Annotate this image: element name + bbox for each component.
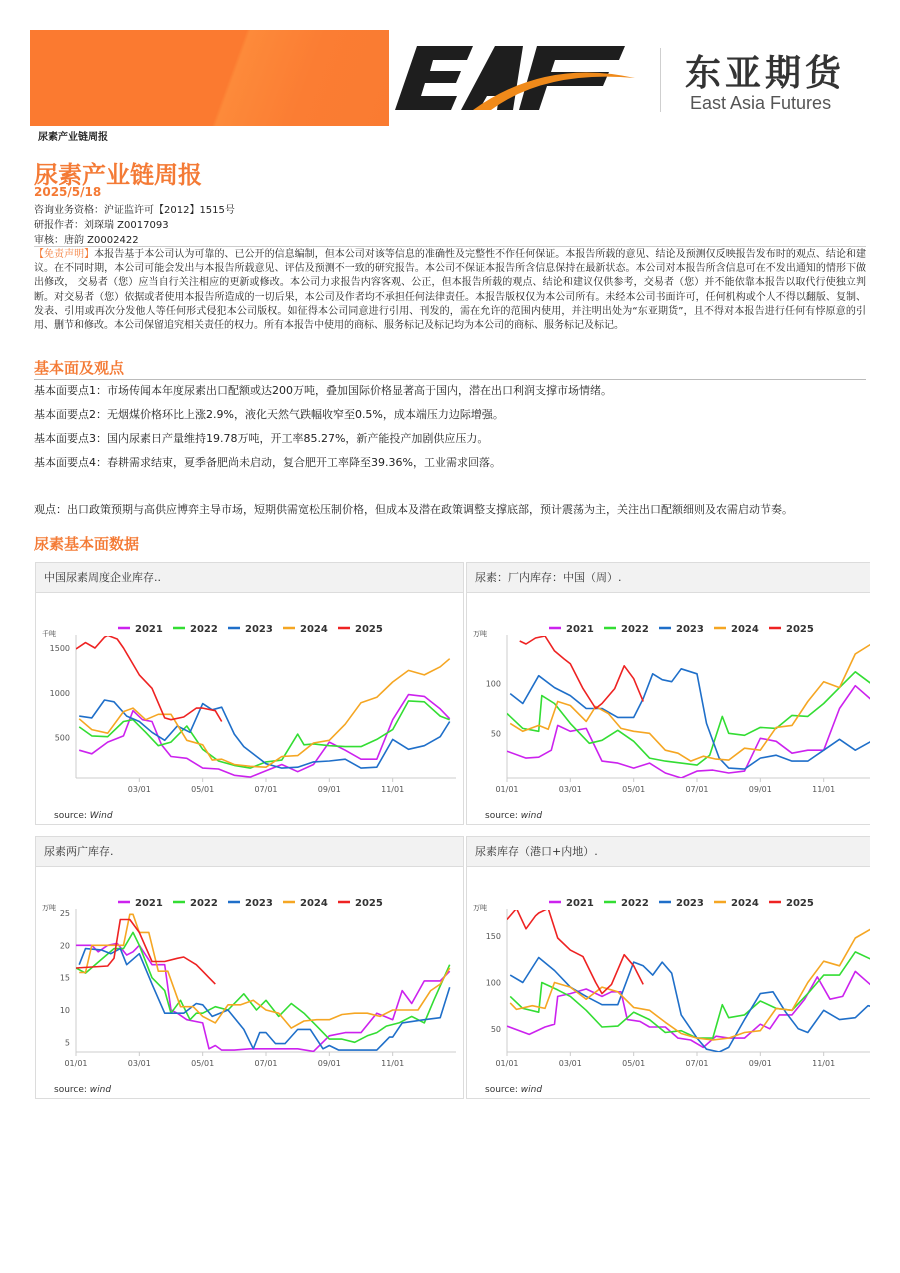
y-tick-label: 50 [490, 729, 501, 739]
report-date: 2025/5/18 [34, 185, 102, 199]
x-tick-label: 05/01 [622, 785, 646, 794]
chart-title: 尿素：厂内库存：中国（周）. [467, 563, 894, 593]
legend-item-2024[interactable] [283, 898, 328, 909]
legend-item-2022[interactable] [604, 898, 649, 909]
chart-title: 尿素库存（港口+内地）. [467, 837, 894, 867]
chart-source: source: wind [54, 1085, 112, 1095]
x-tick-label: 07/01 [685, 785, 709, 794]
x-tick-label: 09/01 [748, 785, 772, 794]
legend-label: 2024 [300, 898, 328, 909]
y-axis-unit: 万吨 [42, 904, 56, 912]
legend-item-2022[interactable] [173, 898, 218, 909]
series-line-2022 [79, 701, 450, 768]
legend-label: 2023 [676, 624, 704, 635]
legend-item-2025[interactable] [769, 624, 814, 635]
y-tick-label: 500 [54, 733, 70, 743]
y-axis-unit: 万吨 [473, 904, 487, 912]
reviewer: 审核：唐韵 Z0002422 [34, 235, 139, 246]
legend-item-2025[interactable] [769, 898, 814, 909]
x-tick-label: 11/01 [381, 1059, 405, 1068]
legend-label: 2023 [676, 898, 704, 909]
line-chart [36, 868, 465, 1100]
x-tick-label: 11/01 [812, 1059, 836, 1068]
x-tick-label: 03/01 [127, 1059, 151, 1068]
x-tick-label: 11/01 [812, 785, 836, 794]
chart-source: source: wind [485, 811, 543, 821]
x-tick-label: 07/01 [685, 1059, 709, 1068]
legend-label: 2021 [566, 898, 594, 909]
legend-label: 2022 [190, 898, 218, 909]
y-tick-label: 150 [485, 932, 501, 942]
legend-label: 2021 [135, 624, 163, 635]
y-tick-label: 15 [59, 973, 70, 983]
fundamental-point-3: 基本面要点3：国内尿素日产量维持19.78万吨，开工率85.27%，新产能投产加剧供应压力。 [34, 432, 489, 445]
y-tick-label: 1000 [49, 688, 70, 698]
chart-panel-port-inland-inventory [466, 836, 895, 1099]
legend-label: 2022 [621, 624, 649, 635]
series-line-2025 [507, 908, 643, 993]
chart-title: 中国尿素周度企业库存.. [36, 563, 463, 593]
y-tick-label: 50 [490, 1024, 501, 1034]
qualification: 咨询业务资格：沪证监许可【2012】1515号 [34, 205, 235, 216]
x-tick-label: 11/01 [381, 785, 405, 794]
y-axis-unit: 万吨 [473, 630, 487, 638]
legend-label: 2022 [190, 624, 218, 635]
market-view: 观点：出口政策预期与高供应博弈主导市场，短期供需宽松压制价格，但成本及潜在政策调整支撑底部，预计震荡为主，关注出口配额细则及农需启动节奏。 [34, 503, 793, 516]
legend-item-2023[interactable] [228, 624, 273, 635]
legend-item-2022[interactable] [173, 624, 218, 635]
legend-label: 2024 [731, 898, 759, 909]
fundamental-point-2: 基本面要点2：无烟煤价格环比上涨2.9%，液化天然气跌幅收窄至0.5%，成本端压力边际增强。 [34, 408, 504, 421]
y-tick-label: 100 [485, 679, 501, 689]
section-title-data: 尿素基本面数据 [34, 535, 140, 553]
chart-source: source: Wind [54, 811, 113, 821]
chart-source: source: wind [485, 1085, 543, 1095]
legend-label: 2025 [786, 624, 814, 635]
fundamental-point-4: 基本面要点4：春耕需求结束，夏季备肥尚未启动，复合肥开工率降至39.36%，工业需求回落。 [34, 456, 501, 469]
fundamental-point-1: 基本面要点1：市场传闻本年度尿素出口配额或达200万吨，叠加国际价格显著高于国内，潜在出口利润支撑市场情绪。 [34, 384, 612, 397]
legend-label: 2025 [355, 624, 383, 635]
legend-label: 2023 [245, 898, 273, 909]
page-margin [870, 555, 900, 1115]
x-tick-label: 01/01 [495, 785, 519, 794]
x-tick-label: 05/01 [191, 1059, 215, 1068]
brand-name-cn: 东亚期货 [685, 53, 846, 94]
series-line-2022 [76, 932, 450, 1042]
series-line-2025 [76, 920, 215, 985]
series-line-2021 [79, 695, 450, 778]
legend-item-2025[interactable] [338, 898, 383, 909]
chart-panel-enterprise-inventory [35, 562, 464, 825]
y-tick-label: 20 [59, 941, 70, 951]
x-tick-label: 07/01 [254, 785, 278, 794]
x-tick-label: 03/01 [558, 785, 582, 794]
legend-item-2025[interactable] [338, 624, 383, 635]
series-line-2023 [79, 949, 450, 1051]
legend-label: 2021 [135, 898, 163, 909]
chart-panel-guangdong-guangxi-inventory [35, 836, 464, 1099]
y-axis-unit: 千吨 [42, 630, 56, 638]
disclaimer-tag: 【免责声明】 [34, 249, 95, 260]
series-line-2022 [507, 672, 881, 765]
y-tick-label: 1500 [49, 643, 70, 653]
disclaimer-text: 本报告基于本公司认为可靠的、已公开的信息编制，但本公司对该等信息的准确性及完整性不作任何保证。本报告所载的意见、结论及预测仅反映报告发布时的观点、结论和建议。在不同时期，本公司可能会发出与本报告所载意见、评估及预测不一致的研究报告。本公司不保证本报告所含信息保持在最新状态。本公司对本报告所含信息可在不发出通知的情形下做出修改， 交易者（您）应当自行关注相应的更新或修改。本公司力求报告内容客观、公正，但本报告所载的观点、结论和建议仅供参考，交易者（您）并不能依靠本报告以取代行使独立判断。对交易者（您）依据或者使用本报告所造成的一切后果，本公司及作者均不承担任何法律责任。本报告版权仅为本公司所有。未经本公司书面许可，任何机构或个人不得以翻版、复制、发表、引用或再次分发他人等任何形式侵犯本公司版权。如征得本公司同意进行引用、刊发的，需在允许的范围内使用，并注明出处为“东亚期货”，且不得对本报告进行任何有悖原意的引用、删节和修改。本公司保留追究相关责任的权力。所有本报告中使用的商标、服务标记及标记均为本公司的商标、服务标记及标记。 [34, 249, 867, 332]
y-tick-label: 100 [485, 978, 501, 988]
line-chart [36, 594, 465, 826]
legend-label: 2024 [731, 624, 759, 635]
legend-item-2023[interactable] [659, 624, 704, 635]
x-tick-label: 03/01 [558, 1059, 582, 1068]
x-tick-label: 07/01 [254, 1059, 278, 1068]
chart-title: 尿素两广库存. [36, 837, 463, 867]
header-banner [30, 30, 389, 126]
y-tick-label: 5 [64, 1038, 70, 1048]
y-tick-label: 25 [59, 909, 70, 918]
y-tick-label: 10 [59, 1005, 70, 1015]
legend-item-2022[interactable] [604, 624, 649, 635]
x-tick-label: 09/01 [317, 785, 341, 794]
legend-item-2024[interactable] [714, 624, 759, 635]
logo-divider [660, 48, 661, 112]
legend-item-2021[interactable] [549, 624, 594, 635]
legend-item-2024[interactable] [283, 624, 328, 635]
legend-label: 2021 [566, 624, 594, 635]
legend-label: 2024 [300, 624, 328, 635]
section-title-fundamentals: 基本面及观点 [34, 357, 866, 380]
page-title: 尿素产业链周报 [34, 161, 202, 189]
author: 研报作者：刘琛瑞 Z0017093 [34, 220, 169, 231]
legend-item-2021[interactable] [118, 624, 163, 635]
x-tick-label: 01/01 [495, 1059, 519, 1068]
brand-name-en: East Asia Futures [690, 93, 832, 113]
legend-item-2023[interactable] [659, 898, 704, 909]
breadcrumb: 尿素产业链周报 [38, 132, 108, 143]
x-tick-label: 09/01 [317, 1059, 341, 1068]
legend-label: 2025 [786, 898, 814, 909]
legend-label: 2025 [355, 898, 383, 909]
legend-item-2024[interactable] [714, 898, 759, 909]
x-tick-label: 05/01 [191, 785, 215, 794]
line-chart [467, 868, 896, 1100]
legend-item-2023[interactable] [228, 898, 273, 909]
series-line-2024 [510, 639, 881, 761]
x-tick-label: 09/01 [748, 1059, 772, 1068]
line-chart [467, 594, 896, 826]
disclaimer [34, 246, 866, 333]
chart-panel-factory-inventory [466, 562, 895, 825]
series-line-2024 [79, 914, 450, 1028]
legend-label: 2022 [621, 898, 649, 909]
series-line-2025 [520, 636, 644, 709]
x-tick-label: 01/01 [64, 1059, 88, 1068]
x-tick-label: 05/01 [622, 1059, 646, 1068]
legend-label: 2023 [245, 624, 273, 635]
x-tick-label: 03/01 [127, 785, 151, 794]
legend-item-2021[interactable] [118, 898, 163, 909]
legend-item-2021[interactable] [549, 898, 594, 909]
